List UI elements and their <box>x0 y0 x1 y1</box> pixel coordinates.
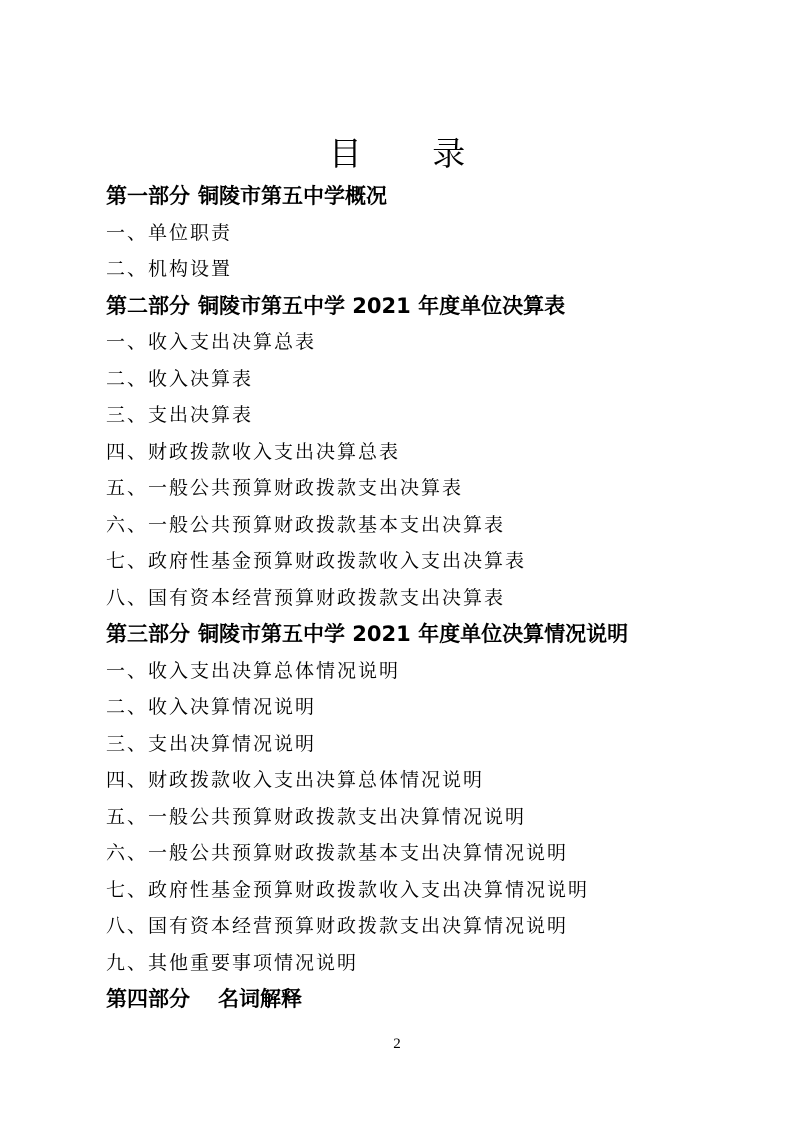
toc-part-3[interactable] <box>106 616 746 653</box>
toc-part-title: 铜陵市第五中学 2021 年度单位决算情况说明 <box>198 622 629 646</box>
page-title: 目 录 <box>328 134 496 173</box>
toc-item[interactable]: 七、政府性基金预算财政拨款收入支出决算情况说明 <box>106 878 590 901</box>
toc-part-4[interactable] <box>106 981 746 1018</box>
toc-item[interactable]: 六、一般公共预算财政拨款基本支出决算情况说明 <box>106 842 569 864</box>
toc-item[interactable]: 七、政府性基金预算财政拨款收入支出决算表 <box>106 550 527 572</box>
toc-part-label: 第二部分 <box>106 293 190 318</box>
toc-item[interactable]: 六、一般公共预算财政拨款基本支出决算表 <box>106 513 506 536</box>
toc-item[interactable]: 一、收入支出决算总表 <box>106 331 317 353</box>
toc-part-title: 铜陵市第五中学概况 <box>198 184 387 208</box>
toc-item[interactable]: 四、财政拨款收入支出决算总体情况说明 <box>106 769 485 791</box>
toc-item[interactable]: 五、一般公共预算财政拨款支出决算情况说明 <box>106 805 527 828</box>
toc-part-title: 名词解释 <box>218 987 302 1011</box>
toc-part-label: 第一部分 <box>106 184 190 208</box>
toc-item[interactable]: 二、收入决算表 <box>106 367 254 390</box>
toc-part-label: 第三部分 <box>106 622 190 646</box>
toc-item[interactable]: 一、单位职责 <box>106 221 233 244</box>
toc-item[interactable]: 四、财政拨款收入支出决算总表 <box>106 440 401 463</box>
toc-item[interactable]: 八、国有资本经营预算财政拨款支出决算表 <box>106 586 506 609</box>
toc-item[interactable]: 三、支出决算情况说明 <box>106 732 317 755</box>
toc-item[interactable]: 九、其他重要事项情况说明 <box>106 951 359 974</box>
toc-item[interactable]: 八、国有资本经营预算财政拨款支出决算情况说明 <box>106 915 569 937</box>
toc-item[interactable]: 一、收入支出决算总体情况说明 <box>106 659 401 682</box>
table-of-contents <box>106 178 746 1018</box>
toc-part-1[interactable] <box>106 178 746 215</box>
toc-item[interactable]: 五、一般公共预算财政拨款支出决算表 <box>106 477 464 499</box>
toc-part-title: 铜陵市第五中学 2021 年度单位决算表 <box>198 293 566 318</box>
page-number: 2 <box>393 1036 401 1052</box>
toc-part-2[interactable] <box>106 288 746 325</box>
toc-item[interactable]: 二、机构设置 <box>106 258 233 280</box>
toc-item[interactable]: 二、收入决算情况说明 <box>106 696 317 718</box>
toc-item[interactable]: 三、支出决算表 <box>106 404 254 426</box>
toc-part-label: 第四部分 <box>106 987 190 1011</box>
